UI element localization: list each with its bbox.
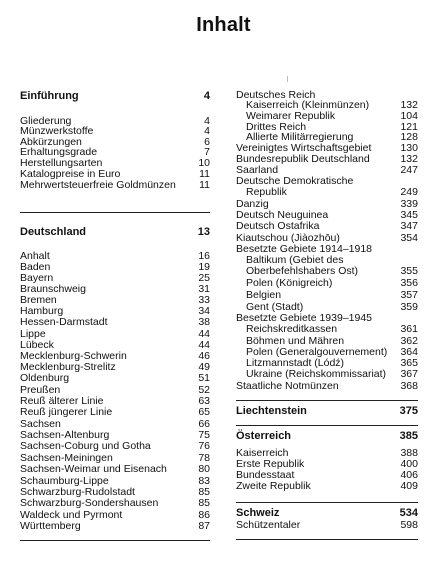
toc-entry-label: Bundesstaat — [236, 469, 295, 481]
toc-entry-page: 13 — [197, 226, 210, 238]
toc-entry-label: Sachsen — [20, 418, 61, 430]
toc-entry — [20, 317, 210, 328]
toc-entry-label: Oberbefehlshabers Ost) — [246, 265, 359, 277]
toc-section-heading — [236, 508, 418, 519]
toc-entry-page: 16 — [198, 250, 210, 262]
toc-entry-page: 63 — [198, 395, 210, 407]
toc-entry — [236, 520, 418, 531]
toc-entry-page: 104 — [400, 110, 418, 122]
toc-entry-page: 362 — [400, 335, 418, 347]
toc-entry-page: 345 — [400, 209, 418, 221]
toc-entry-page: 66 — [198, 418, 210, 430]
toc-entry-page: 76 — [198, 440, 210, 452]
toc-entry-label: Reichskreditkassen — [246, 323, 338, 335]
toc-entry-page: 598 — [400, 519, 418, 531]
toc-entry-label: Sachsen-Altenburg — [20, 429, 110, 441]
toc-entry — [236, 381, 418, 392]
toc-entry-label: Hessen-Darmstadt — [20, 316, 108, 328]
toc-entry-label: Kaiserreich — [236, 447, 289, 459]
toc-entry-label: Kiautschou (Jiàozhōu) — [236, 232, 340, 244]
toc-entry-page: 85 — [198, 486, 210, 498]
toc-entry-label: Erhaltungsgrade — [20, 146, 98, 158]
toc-entry-page: 78 — [198, 452, 210, 464]
toc-section-heading — [236, 406, 418, 417]
toc-entry-label: Schützentaler — [236, 519, 301, 531]
toc-entry-label: Erste Republik — [236, 458, 305, 470]
section-divider — [236, 400, 418, 401]
toc-entry-label: Bundesrepublik Deutschland — [236, 153, 370, 165]
toc-entry-page: 339 — [400, 198, 418, 210]
toc-entry-label: Herstellungsarten — [20, 157, 103, 169]
page-mark — [287, 76, 288, 82]
section-divider — [236, 539, 418, 540]
toc-entry-page: 49 — [198, 361, 210, 373]
toc-entry — [236, 221, 418, 232]
toc-entry-label: Österreich — [236, 430, 292, 442]
toc-entry-page: 356 — [400, 277, 418, 289]
toc-entry-label: Waldeck und Pyrmont — [20, 509, 123, 521]
toc-entry-label: Gliederung — [20, 115, 72, 127]
toc-entry-page: 44 — [198, 339, 210, 351]
toc-entry-label: Mecklenburg-Strelitz — [20, 361, 116, 373]
toc-entry-label: Abkürzungen — [20, 136, 82, 148]
toc-entry-label: Besetzte Gebiete 1939–1945 — [236, 312, 373, 324]
toc-entry-label: Böhmen und Mähren — [246, 335, 345, 347]
toc-entry-page: 375 — [399, 405, 418, 417]
toc-entry-page: 86 — [198, 509, 210, 521]
toc-entry-page: 38 — [198, 316, 210, 328]
toc-entry — [236, 324, 418, 335]
toc-entry-label: Deutschland — [20, 226, 87, 238]
section-divider — [236, 502, 418, 503]
toc-entry-page: 355 — [400, 265, 418, 277]
toc-entry-label: Katalogpreise in Euro — [20, 168, 121, 180]
toc-entry-label: Baden — [20, 261, 51, 273]
toc-entry-label: Weimarer Republik — [246, 110, 336, 122]
toc-entry-page: 409 — [400, 480, 418, 492]
toc-entry-label: Braunschweig — [20, 283, 86, 295]
toc-entry-page: 359 — [400, 301, 418, 313]
toc-entry-page: 368 — [400, 380, 418, 392]
toc-entry-label: Danzig — [236, 198, 269, 210]
toc-entry-page: 130 — [400, 142, 418, 154]
toc-entry-label: Sachsen-Coburg und Gotha — [20, 440, 151, 452]
toc-entry-label: Schweiz — [236, 507, 280, 519]
toc-entry-label: Hamburg — [20, 305, 64, 317]
toc-entry — [236, 266, 418, 277]
toc-entry-label: Lübeck — [20, 339, 54, 351]
toc-entry-page: 85 — [198, 497, 210, 509]
toc-entry-label: Einführung — [20, 90, 79, 102]
toc-entry-page: 534 — [399, 507, 418, 519]
section-divider — [236, 425, 418, 426]
toc-entry-label: Schaumburg-Lippe — [20, 475, 109, 487]
toc-entry-page: 4 — [203, 90, 210, 102]
toc-entry-page: 247 — [400, 164, 418, 176]
toc-entry-label: Lippe — [20, 328, 46, 340]
toc-entry-label: Sachsen-Meiningen — [20, 452, 113, 464]
toc-entry-page: 128 — [400, 131, 418, 143]
toc-entry-label: Staatliche Notmünzen — [236, 380, 339, 392]
toc-entry-page: 52 — [198, 384, 210, 396]
toc-entry-page: 11 — [199, 168, 210, 180]
toc-entry-page: 400 — [400, 458, 418, 470]
toc-section-heading — [20, 91, 210, 102]
toc-entry-label: Kaiserreich (Kleinmünzen) — [246, 99, 370, 111]
toc-entry-label: Mecklenburg-Schwerin — [20, 350, 127, 362]
toc-entry — [236, 278, 418, 289]
toc-entry-page: 87 — [198, 520, 210, 532]
toc-entry-page: 75 — [198, 429, 210, 441]
toc-entry-label: Schwarzburg-Sondershausen — [20, 497, 159, 509]
toc-entry-label: Bremen — [20, 294, 57, 306]
toc-entry-label: Polen (Königreich) — [246, 277, 333, 289]
toc-entry-page: 25 — [198, 272, 210, 284]
toc-entry-label: Polen (Generalgouvernement) — [246, 346, 388, 358]
toc-entry — [20, 180, 210, 191]
toc-entry-label: Baltikum (Gebiet des — [246, 254, 344, 266]
toc-entry-page: 364 — [400, 346, 418, 358]
toc-entry-page: 365 — [400, 357, 418, 369]
toc-entry-label: Deutsch Ostafrika — [236, 220, 320, 232]
toc-entry-label: Reuß jüngerer Linie — [20, 406, 113, 418]
toc-entry-page: 406 — [400, 469, 418, 481]
toc-entry-label: Ukraine (Reichskommissariat) — [246, 368, 387, 380]
toc-entry-page: 121 — [400, 121, 418, 133]
toc-entry-page: 4 — [204, 125, 210, 137]
toc-entry-page: 132 — [400, 153, 418, 165]
toc-entry-label: Allierte Militärregierung — [246, 131, 354, 143]
toc-entry-page: 347 — [400, 220, 418, 232]
toc-entry-label: Mehrwertsteuerfreie Goldmünzen — [20, 179, 176, 191]
toc-entry-label: Besetzte Gebiete 1914–1918 — [236, 243, 373, 255]
toc-entry-label: Zweite Republik — [236, 480, 311, 492]
toc-entry-label: Württemberg — [20, 520, 81, 532]
toc-entry-label: Saarland — [236, 164, 279, 176]
toc-entry-label: Drittes Reich — [246, 121, 307, 133]
toc-entry-page: 357 — [400, 289, 418, 301]
toc-entry — [20, 407, 210, 418]
toc-entry-page: 249 — [400, 186, 418, 198]
toc-section-heading — [236, 431, 418, 442]
toc-entry-label: Bayern — [20, 272, 54, 284]
toc-entry-page: 51 — [198, 372, 210, 384]
toc-entry-page: 361 — [400, 323, 418, 335]
toc-entry-page: 34 — [198, 305, 210, 317]
toc-entry-label: Reuß älterer Linie — [20, 395, 104, 407]
toc-entry-page: 7 — [204, 146, 210, 158]
toc-entry-page: 11 — [199, 179, 210, 191]
toc-entry-label: Deutsch Neuguinea — [236, 209, 329, 221]
toc-entry-label: Gent (Stadt) — [246, 301, 304, 313]
toc-section-heading — [20, 227, 210, 238]
toc-entry-page: 367 — [400, 368, 418, 380]
toc-entry-page: 132 — [400, 99, 418, 111]
toc-entry — [20, 464, 210, 475]
toc-entry-page: 31 — [198, 283, 210, 295]
section-divider — [20, 212, 210, 213]
toc-entry — [236, 187, 418, 198]
toc-entry-label: Schwarzburg-Rudolstadt — [20, 486, 135, 498]
toc-entry — [20, 521, 210, 532]
toc-entry-label: Litzmannstadt (Lódź) — [246, 357, 345, 369]
toc-entry-label: Münzwerkstoffe — [20, 125, 94, 137]
toc-entry — [236, 290, 418, 301]
toc-entry-page: 10 — [198, 157, 210, 169]
toc-entry-page: 80 — [198, 463, 210, 475]
toc-entry-page: 385 — [399, 430, 418, 442]
toc-entry — [236, 369, 418, 380]
toc-entry-label: Deutsches Reich — [236, 89, 316, 101]
toc-entry — [20, 441, 210, 452]
toc-entry-page: 65 — [198, 406, 210, 418]
toc-entry-page: 19 — [198, 261, 210, 273]
toc-entry — [20, 498, 210, 509]
toc-entry-label: Republik — [246, 186, 287, 198]
toc-entry-page: 388 — [400, 447, 418, 459]
toc-entry-label: Sachsen-Weimar und Eisenach — [20, 463, 167, 475]
toc-entry — [236, 481, 418, 492]
toc-entry-label: Oldenburg — [20, 372, 70, 384]
toc-entry-page: 46 — [198, 350, 210, 362]
section-divider — [20, 540, 210, 541]
toc-entry-page: 33 — [198, 294, 210, 306]
toc-entry — [20, 373, 210, 384]
toc-entry-page: 83 — [198, 475, 210, 487]
page-title: Inhalt — [196, 14, 251, 36]
toc-entry-page: 6 — [204, 136, 210, 148]
toc-entry-label: Liechtenstein — [236, 405, 307, 417]
toc-entry-label: Vereinigtes Wirtschaftsgebiet — [236, 142, 372, 154]
toc-entry-page: 354 — [400, 232, 418, 244]
toc-entry-page: 4 — [204, 115, 210, 127]
toc-entry-label: Anhalt — [20, 250, 50, 262]
toc-entry-label: Deutsche Demokratische — [236, 175, 354, 187]
toc-entry-label: Preußen — [20, 384, 61, 396]
toc-entry-page: 44 — [198, 328, 210, 340]
toc-entry-label: Belgien — [246, 289, 282, 301]
